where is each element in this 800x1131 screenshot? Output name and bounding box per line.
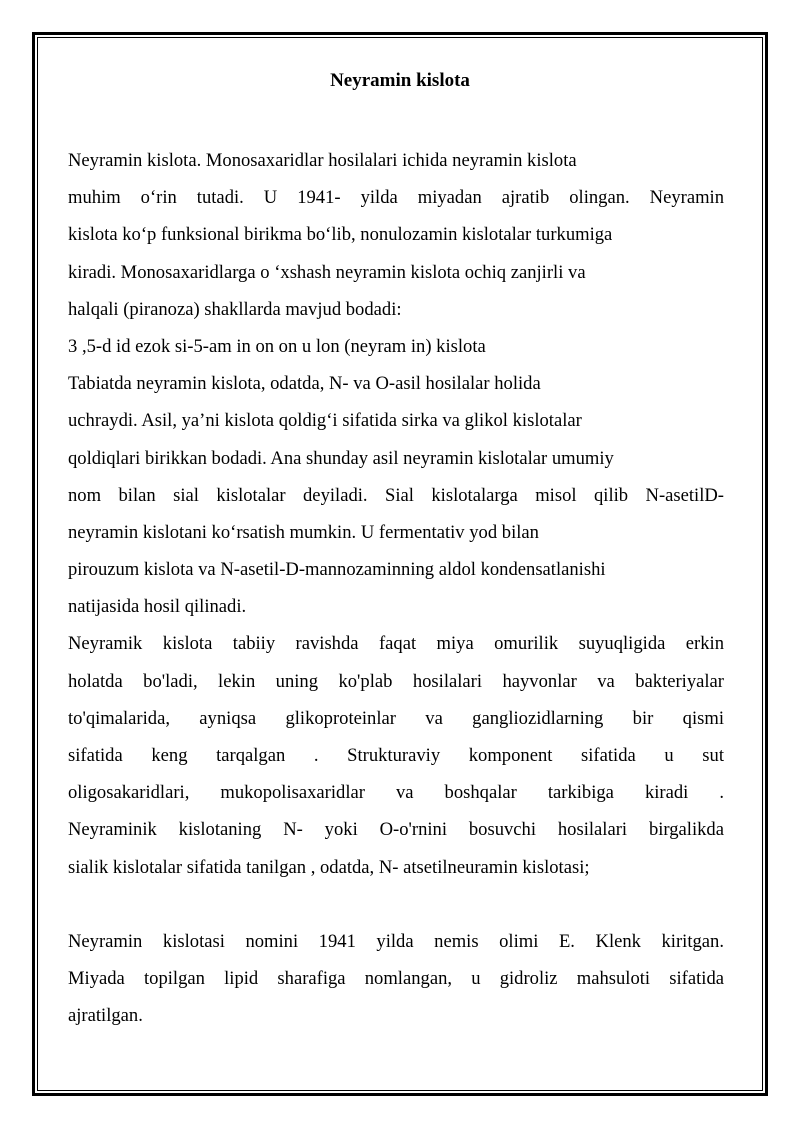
text-line: Neyramin kislota. Monosaxaridlar hosilalari ichida neyramin kislota (68, 150, 577, 171)
blank-line (68, 886, 724, 923)
text-line: to'qimalarida, ayniqsa glikoproteinlar va gangliozidlarning bir qismi (68, 707, 724, 729)
text-line: uchraydi. Asil, ya’ni kislota qoldig‘i sifatida sirka va glikol kislotalar (68, 410, 582, 432)
text-line: sialik kislotalar sifatida tanilgan , odatda, N- atsetilneuramin kislotasi; (68, 856, 590, 878)
text-line: pirouzum kislota va N-asetil-D-mannozaminning aldol kondensatlanishi (68, 559, 606, 581)
text-line: qoldiqlari birikkan bodadi. Ana shunday asil neyramin kislotalar umumiy (68, 447, 614, 469)
text-line: Miyada topilgan lipid sharafiga nomlangan, u gidroliz mahsuloti sifatida (68, 968, 724, 990)
text-line: Neyraminik kislotaning N- yoki O-o'rnini bosuvchi hosilalari birgalikda (68, 819, 724, 841)
text-line: muhim o‘rin tutadi. U 1941- yilda miyadan ajratib olingan. Neyramin (68, 187, 724, 209)
text-line: neyramin kislotani ko‘rsatish mumkin. U fermentativ yod bilan (68, 521, 539, 543)
document-body (68, 142, 724, 1035)
text-line: Neyramik kislota tabiiy ravishda faqat miya omurilik suyuqligida erkin (68, 633, 724, 655)
text-line: natijasida hosil qilinadi. (68, 596, 247, 618)
text-line: ajratilgan. (68, 1005, 143, 1027)
text-line: oligosakaridlari, mukopolisaxaridlar va boshqalar tarkibiga kiradi . (68, 782, 724, 804)
text-line: kiradi. Monosaxaridlarga o ‘xshash neyramin kislota ochiq zanjirli va (68, 261, 586, 283)
text-line: Tabiatda neyramin kislota, odatda, N- va O-asil hosilalar holida (68, 373, 541, 395)
document-title: Neyramin kislota (330, 70, 470, 91)
text-line: Neyramin kislotasi nomini 1941 yilda nemis olimi E. Klenk kiritgan. (68, 930, 724, 952)
text-line: kislota ko‘p funksional birikma bo‘lib, nonulozamin kislotalar turkumiga (68, 224, 613, 246)
text-line: holatda bo'ladi, lekin uning ko'plab hosilalari hayvonlar va bakteriyalar (68, 670, 724, 692)
text-line: 3 ,5-d id ezok si-5-am in on on u lon (neyram in) kislota (68, 335, 486, 357)
text-line: halqali (piranoza) shakllarda mavjud bodadi: (68, 298, 402, 320)
text-line: sifatida keng tarqalgan . Strukturaviy komponent sifatida u sut (68, 745, 724, 766)
text-line: nom bilan sial kislotalar deyiladi. Sial kislotalarga misol qilib N-asetilD- (68, 484, 724, 506)
